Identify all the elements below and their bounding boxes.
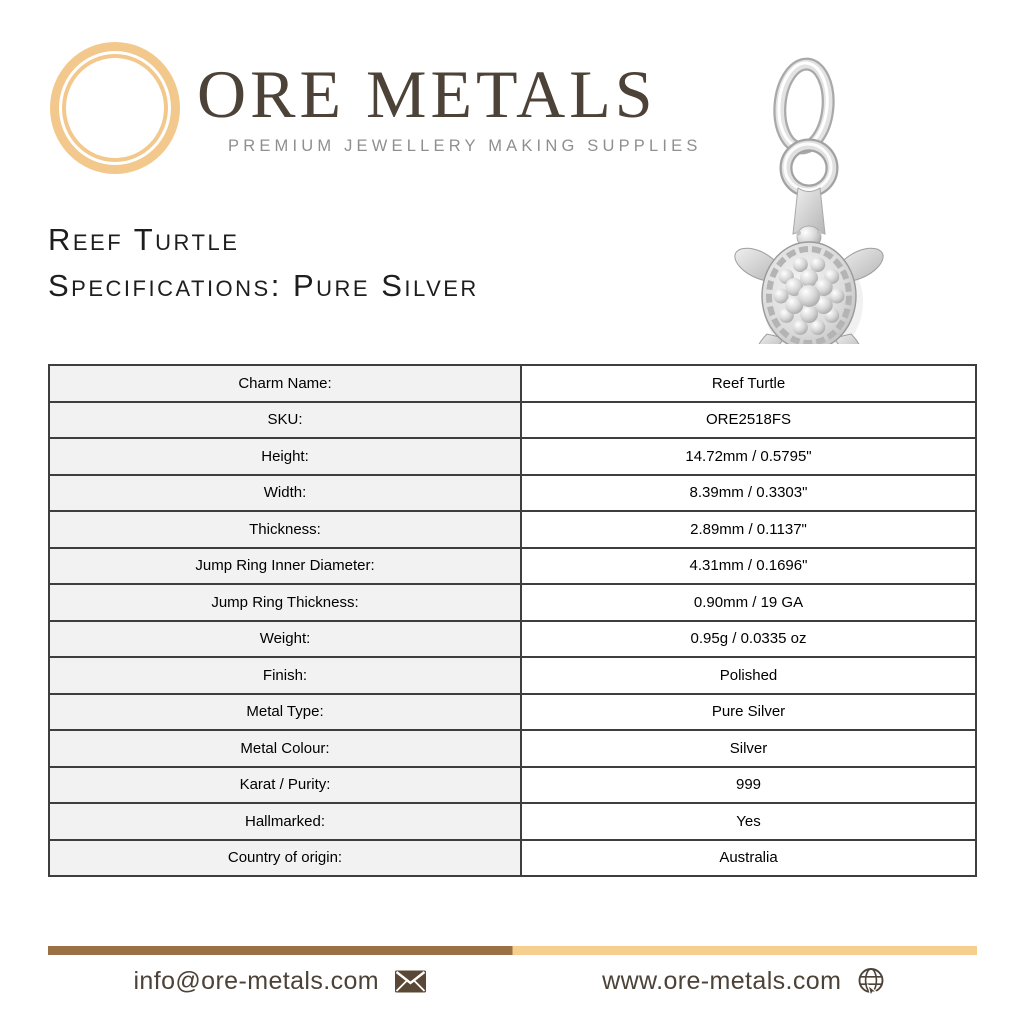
footer-divider	[48, 946, 977, 955]
product-title: Reef Turtle	[48, 222, 240, 257]
spec-value: Polished	[521, 657, 976, 694]
table-row	[49, 730, 976, 767]
table-row	[49, 438, 976, 475]
table-row	[49, 767, 976, 804]
spec-value: 999	[521, 767, 976, 804]
footer-website: www.ore-metals.com	[602, 966, 842, 995]
spec-value: Yes	[521, 803, 976, 840]
spec-value: Silver	[521, 730, 976, 767]
spec-label: Finish:	[49, 657, 521, 694]
spec-value: 2.89mm / 0.1137"	[521, 511, 976, 548]
footer-contacts	[48, 958, 977, 1004]
envelope-icon	[394, 968, 427, 995]
footer-email-group	[48, 958, 513, 1004]
spec-value: 14.72mm / 0.5795"	[521, 438, 976, 475]
globe-icon	[856, 966, 887, 997]
table-row	[49, 402, 976, 439]
table-row	[49, 511, 976, 548]
table-row	[49, 840, 976, 877]
table-row	[49, 475, 976, 512]
jump-ring-icon	[776, 61, 832, 150]
charm-photo-turtle	[726, 44, 898, 344]
spec-value: Pure Silver	[521, 694, 976, 731]
table-row	[49, 694, 976, 731]
brand-tagline: PREMIUM JEWELLERY MAKING SUPPLIES	[228, 137, 702, 155]
footer-website-group	[513, 958, 978, 1004]
spec-table	[48, 364, 977, 877]
spec-label: Country of origin:	[49, 840, 521, 877]
connector-ring-icon	[785, 144, 832, 191]
spec-value: 4.31mm / 0.1696"	[521, 548, 976, 585]
table-row	[49, 657, 976, 694]
spec-label: Hallmarked:	[49, 803, 521, 840]
spec-label: Jump Ring Inner Diameter:	[49, 548, 521, 585]
spec-label: Karat / Purity:	[49, 767, 521, 804]
brand-logo-ring-icon	[50, 42, 180, 174]
spec-label: Metal Colour:	[49, 730, 521, 767]
spec-label: Width:	[49, 475, 521, 512]
brand-name: ORE METALS	[197, 56, 657, 132]
brand-block	[197, 56, 702, 156]
spec-label: Charm Name:	[49, 365, 521, 402]
spec-value: ORE2518FS	[521, 402, 976, 439]
table-row	[49, 803, 976, 840]
table-row	[49, 365, 976, 402]
spec-value: 0.95g / 0.0335 oz	[521, 621, 976, 658]
spec-value: Reef Turtle	[521, 365, 976, 402]
spec-label: Thickness:	[49, 511, 521, 548]
spec-value: 0.90mm / 19 GA	[521, 584, 976, 621]
spec-label: Metal Type:	[49, 694, 521, 731]
spec-label: Weight:	[49, 621, 521, 658]
spec-label: SKU:	[49, 402, 521, 439]
spec-label: Height:	[49, 438, 521, 475]
spec-label: Jump Ring Thickness:	[49, 584, 521, 621]
table-row	[49, 584, 976, 621]
table-row	[49, 548, 976, 585]
table-row	[49, 621, 976, 658]
footer-email: info@ore-metals.com	[133, 966, 380, 995]
spec-table-body	[49, 365, 976, 876]
spec-value: 8.39mm / 0.3303"	[521, 475, 976, 512]
product-subtitle: Specifications: Pure Silver	[48, 268, 479, 303]
spec-value: Australia	[521, 840, 976, 877]
